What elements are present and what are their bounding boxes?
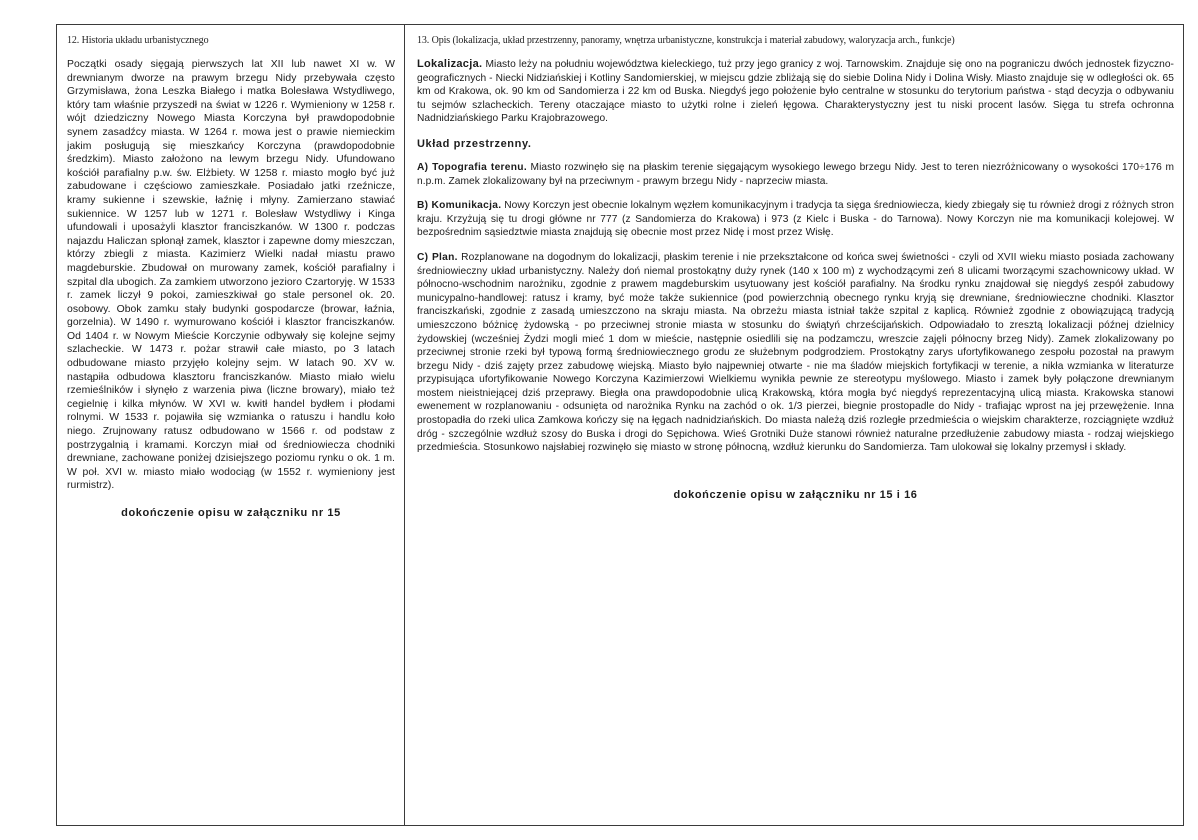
history-text: Początki osady sięgają pierwszych lat XII lub nawet XI w. W drewnianym dworze na prawym brzegu Nidy przebywała często Grzymisława, żona Leszka Białego i matka Bolesława Wstydliwego, który tam właśnie przyszedł na świat w 1226 r. Wymieniony w 1258 r. wójt dziedziczny Nowego Miasta Korczyna był prawdopodobnie synem zasadźcy miasta. W 1264 r. mowa jest o prawie niemieckim jakim posługują się mieszkańcy Korczyna (prawdopodobnie średzkim). Miasto założono na lewym brzegu Nidy. Ufundowano kościół parafialny p.w. św. Elżbiety. W 1258 r. miasto mogło być już zabudowane i częściowo zamieszkałe. Posiadało jatki rzeźnicze, kramy sukienne i szewskie, łaźnię i młyny. Zamierzano stawiać sukiennice. W 1257 lub w 1271 r. Bolesław Wstydliwy i Kinga ufundowali i uposażyli klasztor franciszkanów. W 1300 r. podczas najazdu Haliczan spłonął zamek, klasztor i zapewne domy mieszczan, którzy zbiegli z miasta. Kazimierz Wielki nadał miastu prawo magdeburskie. Zbudował on murowany zamek, kościół parafialny i szpital dla ubogich. Za zamkiem utworzono jezioro Czartoryję. W 1533 r. zamek liczył 9 pokoi, zamieszkiwał go stale personel ok. 20. osobowy. Obok zamku stały budynki gospodarcze (browar, łaźnia, gorzelnia). W 1490 r. wymurowano kościół i klasztor franciszkanów. Od 1404 r. w Nowym Mieście Korczynie odbywały się kolejne sejmy szlacheckie. W 1473 r. pożar strawił całe miasto, po 3 latach odbudowane miasto przyjęło kolejny sejm. W latach 90. XV w. nastąpiła odbudowa klasztoru franciszkanów. Miasto miało wielu rzemieślników i słynęło z warzenia piwa (liczne browary), miało też cegielnię i kilka młynów. W XVI w. kwitł handel bydłem i płodami rolnymi. W 1533 r. pojawiła się wzmianka o ratuszu i handlu koło niego. Zrujnowany ratusz odbudowano w 1566 r. od podstaw z postrzygalnią i kramami. Korczyn miał od średniowiecza chodniki drewniane, zachowane poniżej dzisiejszego poziomu rynku o ok. 1 m. W poł. XVI w. miasto miało wodociąg (w 1552 r. wymieniony jest rurmistrz). bbox=[67, 59, 395, 492]
komunikacja-label: B) Komunikacja. bbox=[417, 200, 502, 212]
history-column-header: 12. Historia układu urbanistycznego bbox=[67, 35, 209, 46]
description-column bbox=[405, 24, 1184, 501]
history-continuation-note: dokończenie opisu w załączniku nr 15 bbox=[121, 507, 341, 519]
plan-text: Rozplanowane na dogodnym do lokalizacji, płaskim terenie i nie przekształcone od końca swej świetności - czyli od XVII wieku miasto posiada zachowany średniowieczny układ urbanistyczny. Należy doń niemal prostokątny duży rynek (140 x 100 m) z wychodzącymi zeń 8 ulicami tworzącymi szachownicowy układ. W północno-wschodnim narożniku, zgodnie z prawem magdeburskim usytuowany jest kościół parafialny. Na środku rynku znajdował się niegdyś zespół zabudowy municypalno-handlowej: ratusz i kramy, być może także sukiennice (pod powierzchnią obecnego rynku kryją się drewniane, średniowieczne chodniki. Klasztor franciszkański, zgodnie z zasadą umieszczono na skraju miasta. Na obrzeżu miasta istniał także szpital z kaplicą. Również zgodnie z obowiązującą tradycją umieszczono bóżnicę żydowską - po przeciwnej stronie miasta w stosunku do świątyń chrześcijańskich. Odpowiadało to zresztą lokalizacji późnej dzielnicy żydowskiej (wcześniej Żydzi mogli mieć 1 dom w mieście, następnie osiedlili się na podzamczu, wreszcie zajęli północny brzeg Nidy). Zamek zlokalizowany po przeciwnej stronie rzeki był typową formą średniowiecznego grodu ze służebnym podgrodziem. Prostokątny zarys ufortyfikowanego zespołu pozostał na prawym brzegu Nidy - dziś zajęty przez zabudowę wiejską. Miasto było najpewniej otwarte - nie ma śladów miejskich fortyfikacji w terenie, a nikła wzmianka w literaturze przypisująca ufortyfikowanie Nowego Korczyna Kazimierzowi Wielkiemu wynikła pewnie ze stereotypu myślowego. Miasto i zamek były połączone drewnianym mostem nieistniejącej dziś przeprawy. Biegła ona prawdopodobnie ulicą Krakowską, która mogła być niegdyś reprezentacyjną ulicą miasta. Krakowska stanowi ewenement w rozplanowaniu - odsunięta od narożnika Rynku na zachód o ok. 1/3 pierzei, biegnie prostopadle do Nidy - trafiając wprost na jej przewężenie. Inna prostopadła do rzeki ulica Zamkowa kończy się na łęgach nadnidziańskich. Do miasta należą dziś rozległe przedmieścia o wiejskim charakterze, rozciągnięte wzdłuż dróg - szczególnie wzdłuż szosy do Buska i drogi do Sępichowa. Wieś Grotniki Duże stanowi również naturalne przedłużenie zabudowy miasta - rodzaj wiejskiego przedmieścia. Stosunkowo najsłabiej rozwinęło się miasto w stronę północną, wzdłuż kierunku do Sandomierza. Tam ulokował się lokalny przemysł i składy. bbox=[417, 251, 1174, 454]
lokalizacja-text: Miasto leży na południu województwa kieleckiego, tuż przy jego granicy z woj. Tarnowskim. Znajduje się ono na pograniczu dwóch jednostek fizyczno-geograficznych - Niecki Nidziańskiej i Kotliny Sandomierskiej, w miejscu gdzie zbliżają się do siebie Dolina Nidy i Dolina Wisły. Miasto znajduje się w odległości ok. 65 km od Krakowa, ok. 90 km od Sandomierza i 22 km od Buska. Niegdyś jego położenie było centralne w stosunku do terytorium państwa - stąd decyzja o odbywaniu tu sejmów szlacheckich. Tereny otaczające miasto to użytki rolne i zieleń łęgowa. Charakterystyczny jest tu niski procent lasów. Sięga tu strefa ochronna Nadnidziańskiego Parku Krajobrazowego. bbox=[417, 59, 1174, 125]
komunikacja-paragraph bbox=[417, 199, 1174, 240]
plan-paragraph bbox=[417, 251, 1174, 455]
uklad-przestrzenny-title: Układ przestrzenny. bbox=[417, 137, 532, 150]
komunikacja-text: Nowy Korczyn jest obecnie lokalnym węzłem komunikacyjnym i tradycja ta sięga średniowiecza, kiedy zbiegały się tu również drogi z różnych stron kraju. Krzyżują się tu drogi główne nr 777 (z Sandomierza do Krakowa) i 973 (z Kielc i Buska - do Tarnowa). Nowy Korczyn nie ma komunikacji kolejowej. W bezpośrednim sąsiedztwie miasta znajdują się obecnie most przez Nidę i most przez Wisłę. bbox=[417, 200, 1174, 239]
topografia-text: Miasto rozwinęło się na płaskim terenie sięgającym wysokiego lewego brzegu Nidy. Jest to teren niezróżnicowany o wysokości 170÷176 m n.p.m. Zamek zlokalizowany był na przeciwnym - prawym brzegu Nidy - naprzeciw miasta. bbox=[417, 161, 1174, 187]
plan-label: C) Plan. bbox=[417, 251, 458, 263]
description-continuation-note: dokończenie opisu w załączniku nr 15 i 16 bbox=[673, 488, 918, 501]
description-column-header: 13. Opis (lokalizacja, układ przestrzenny, panoramy, wnętrza urbanistyczne, konstrukcja i materiał zabudowy, waloryzacja arch., funkcje) bbox=[417, 35, 955, 46]
topografia-label: A) Topografia terenu. bbox=[417, 161, 527, 173]
history-column bbox=[56, 24, 404, 519]
topografia-paragraph bbox=[417, 161, 1174, 188]
lokalizacja-label: Lokalizacja. bbox=[417, 58, 483, 70]
lokalizacja-paragraph bbox=[417, 58, 1174, 126]
